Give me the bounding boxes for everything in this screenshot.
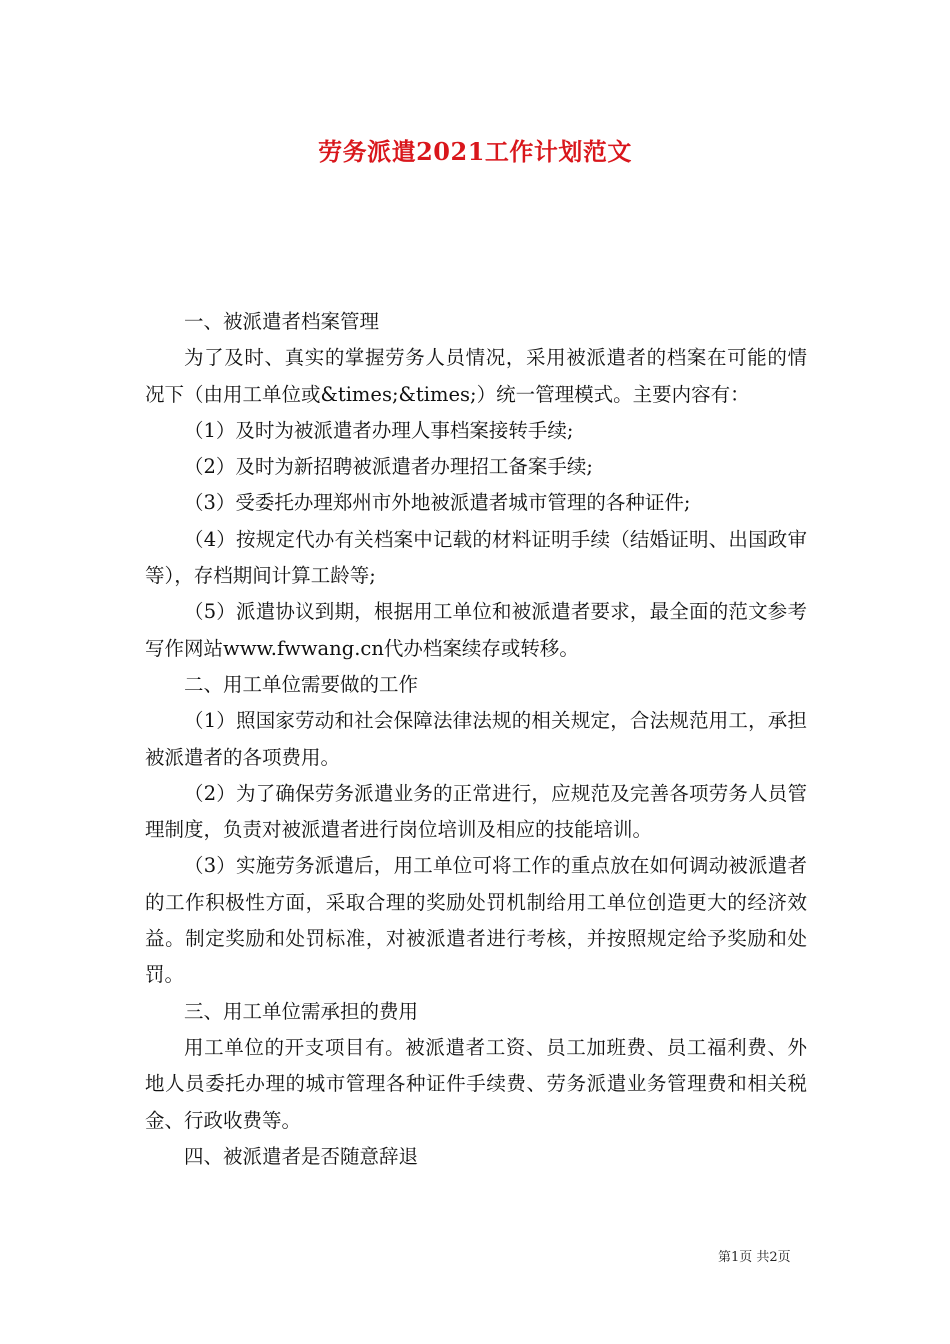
document-body — [145, 304, 807, 1175]
section-heading: 三、用工单位需承担的费用 — [184, 999, 419, 1023]
paragraph: 用工单位的开支项目有。被派遣者工资、员工加班费、员工福利费、外地人员委托办理的城市管理各种证件手续费、劳务派遣业务管理费和相关税金、行政收费等。 — [145, 1035, 807, 1132]
list-item: （2）为了确保劳务派遣业务的正常进行，应规范及完善各项劳务人员管理制度，负责对被派遣者进行岗位培训及相应的技能培训。 — [145, 781, 807, 842]
section-heading: 二、用工单位需要做的工作 — [184, 672, 419, 696]
document-title: 劳务派遣2021工作计划范文 — [318, 137, 632, 166]
list-item: （2）及时为新招聘被派遣者办理招工备案手续; — [184, 455, 593, 479]
section-heading: 四、被派遣者是否随意辞退 — [184, 1144, 419, 1168]
page-number: 第1页 共2页 — [718, 1250, 791, 1265]
list-item: （1）及时为被派遣者办理人事档案接转手续; — [184, 418, 574, 442]
list-item: （4）按规定代办有关档案中记载的材料证明手续（结婚证明、出国政审等），存档期间计算工龄等; — [145, 527, 807, 588]
section-heading: 一、被派遣者档案管理 — [184, 310, 380, 333]
list-item: （3）受委托办理郑州市外地被派遣者城市管理的各种证件; — [184, 491, 691, 515]
list-item: （3）实施劳务派遣后，用工单位可将工作的重点放在如何调动被派遣者的工作积极性方面，采取合理的奖励处罚机制给用工单位创造更大的经济效益。制定奖励和处罚标准，对被派遣者进行考核，并按照规定给予奖励和处罚。 — [145, 854, 807, 987]
paragraph: 为了及时、真实的掌握劳务人员情况，采用被派遣者的档案在可能的情况下（由用工单位或&times;&times;）统一管理模式。主要内容有： — [145, 346, 807, 406]
list-item: （1）照国家劳动和社会保障法律法规的相关规定，合法规范用工，承担被派遣者的各项费用。 — [145, 709, 807, 769]
list-item: （5）派遣协议到期，根据用工单位和被派遣者要求，最全面的范文参考写作网站www.fwwang.cn代办档案续存或转移。 — [145, 600, 807, 660]
